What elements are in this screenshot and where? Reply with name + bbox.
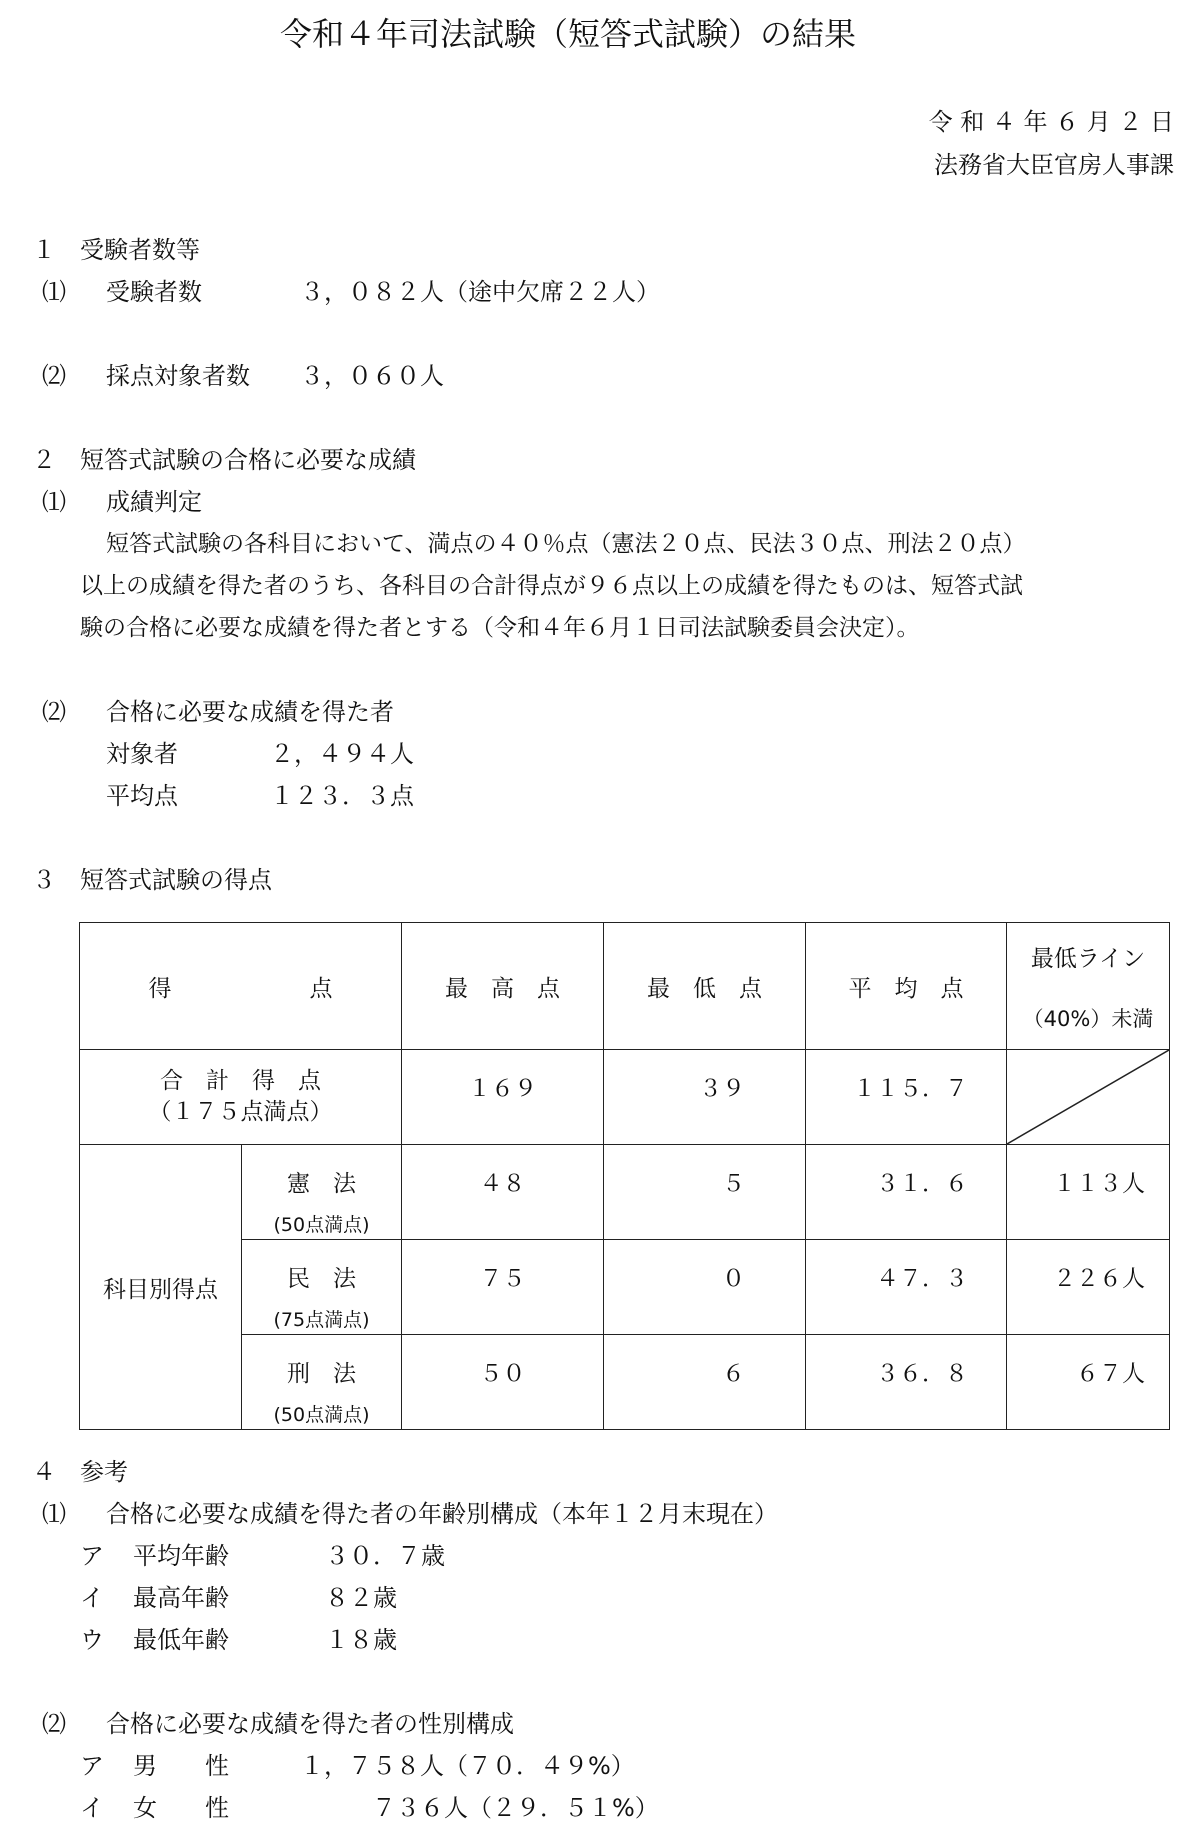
header-below-line-2: （40%）未満 — [1022, 1006, 1154, 1031]
s4-item-2-number: ⑵ — [42, 1710, 66, 1738]
subject-name: 刑 法 — [287, 1361, 356, 1387]
age-value: １８歳 — [325, 1626, 397, 1654]
subject-min: ０ — [604, 1240, 806, 1335]
s4-item-2-label: 合格に必要な成績を得た者の性別構成 — [106, 1710, 514, 1738]
s4-item-1-label: 合格に必要な成績を得た者の年齢別構成（本年１２月末現在） — [106, 1500, 778, 1528]
header-max: 最 高 点 — [402, 923, 604, 1050]
total-label: 合 計 得 点 — [160, 1067, 321, 1094]
subject-below-line: ２２６人 — [1007, 1240, 1170, 1335]
subject-cell — [242, 1240, 402, 1335]
subject-max: ５０ — [402, 1335, 604, 1430]
average-value: １２３．３点 — [270, 782, 414, 810]
s2-paragraph-line-1: 短答式試験の各科目において、満点の４０％点（憲法２０点、民法３０点、刑法２０点） — [106, 531, 1026, 557]
subject-average: ３６．８ — [806, 1335, 1007, 1430]
s2-item-2-label: 合格に必要な成績を得た者 — [106, 698, 394, 726]
subject-note: (50点満点) — [273, 1404, 370, 1426]
header-average: 平 均 点 — [806, 923, 1007, 1050]
gender-value: １，７５８人（７０．４９%） — [300, 1752, 635, 1780]
section-4-heading: ４ 参考 — [32, 1458, 128, 1486]
section-1-heading: １ 受験者数等 — [32, 236, 200, 264]
issue-date: 令 和 ４ 年 ６ 月 ２ 日 — [928, 108, 1174, 136]
header-below-line — [1007, 923, 1170, 1050]
section-2-heading: ２ 短答式試験の合格に必要な成績 — [32, 446, 416, 474]
age-label: 最高年齢 — [133, 1584, 229, 1612]
table-header-row — [80, 923, 1170, 1050]
s2-paragraph-line-2: 以上の成績を得た者のうち、各科目の合計得点が９６点以上の成績を得たものは、短答式試 — [80, 573, 1023, 599]
diagonal-slash — [1007, 1050, 1169, 1144]
s1-item-1-number: ⑴ — [42, 278, 66, 306]
gender-mark: イ — [80, 1794, 104, 1822]
table-row — [80, 1335, 1170, 1430]
subject-below-line: １１３人 — [1007, 1145, 1170, 1240]
age-label: 平均年齢 — [133, 1542, 229, 1570]
gender-value: ７３６人（２９．５１%） — [372, 1794, 659, 1822]
total-min: ３９ — [604, 1050, 806, 1145]
subject-note: (75点満点) — [273, 1309, 370, 1331]
age-mark: ア — [80, 1542, 104, 1570]
document-title: 令和４年司法試験（短答式試験）の結果 — [280, 15, 857, 53]
subject-name: 憲 法 — [287, 1171, 356, 1197]
gender-label: 男 性 — [133, 1752, 229, 1780]
s2-item-1-number: ⑴ — [42, 488, 66, 516]
age-mark: イ — [80, 1584, 104, 1612]
table-row — [80, 1145, 1170, 1240]
subject-name: 民 法 — [287, 1266, 356, 1292]
s2-paragraph-line-3: 験の合格に必要な成績を得た者とする（令和４年６月１日司法試験委員会決定）。 — [80, 615, 920, 641]
total-average: １１５．７ — [806, 1050, 1007, 1145]
total-label-cell — [80, 1050, 402, 1145]
subject-average: ３１．６ — [806, 1145, 1007, 1240]
age-label: 最低年齢 — [133, 1626, 229, 1654]
s4-item-1-number: ⑴ — [42, 1500, 66, 1528]
subject-max: ７５ — [402, 1240, 604, 1335]
s1-item-1-value: ３，０８２人（途中欠席２２人） — [300, 278, 660, 306]
header-score: 得 点 — [80, 923, 402, 1050]
gender-mark: ア — [80, 1752, 104, 1780]
subject-cell — [242, 1335, 402, 1430]
section-3-heading: ３ 短答式試験の得点 — [32, 866, 272, 894]
gender-label: 女 性 — [133, 1794, 229, 1822]
total-below-line-empty — [1007, 1050, 1170, 1145]
subject-group-label: 科目別得点 — [80, 1145, 242, 1430]
subject-below-line: ６７人 — [1007, 1335, 1170, 1430]
subject-note: (50点満点) — [273, 1214, 370, 1236]
s1-item-2-value: ３，０６０人 — [300, 362, 444, 390]
total-max: １６９ — [402, 1050, 604, 1145]
age-value: ８２歳 — [325, 1584, 397, 1612]
table-row — [80, 1240, 1170, 1335]
subject-average: ４７．３ — [806, 1240, 1007, 1335]
age-mark: ウ — [80, 1626, 104, 1654]
average-label: 平均点 — [106, 782, 178, 810]
issuer: 法務省大臣官房人事課 — [934, 151, 1174, 179]
target-value: ２，４９４人 — [270, 740, 414, 768]
header-below-line-1: 最低ライン — [1030, 945, 1146, 972]
s2-item-2-number: ⑵ — [42, 698, 66, 726]
s2-item-1-label: 成績判定 — [106, 488, 202, 516]
subject-max: ４８ — [402, 1145, 604, 1240]
s1-item-2-number: ⑵ — [42, 362, 66, 390]
header-min: 最 低 点 — [604, 923, 806, 1050]
subject-min: ６ — [604, 1335, 806, 1430]
age-value: ３０．７歳 — [325, 1542, 445, 1570]
score-table — [79, 922, 1170, 1430]
target-label: 対象者 — [106, 740, 178, 768]
total-note: （１７５点満点） — [148, 1099, 333, 1125]
table-row-total — [80, 1050, 1170, 1145]
subject-cell — [242, 1145, 402, 1240]
subject-min: ５ — [604, 1145, 806, 1240]
s1-item-1-label: 受験者数 — [106, 278, 202, 306]
s1-item-2-label: 採点対象者数 — [106, 362, 250, 390]
